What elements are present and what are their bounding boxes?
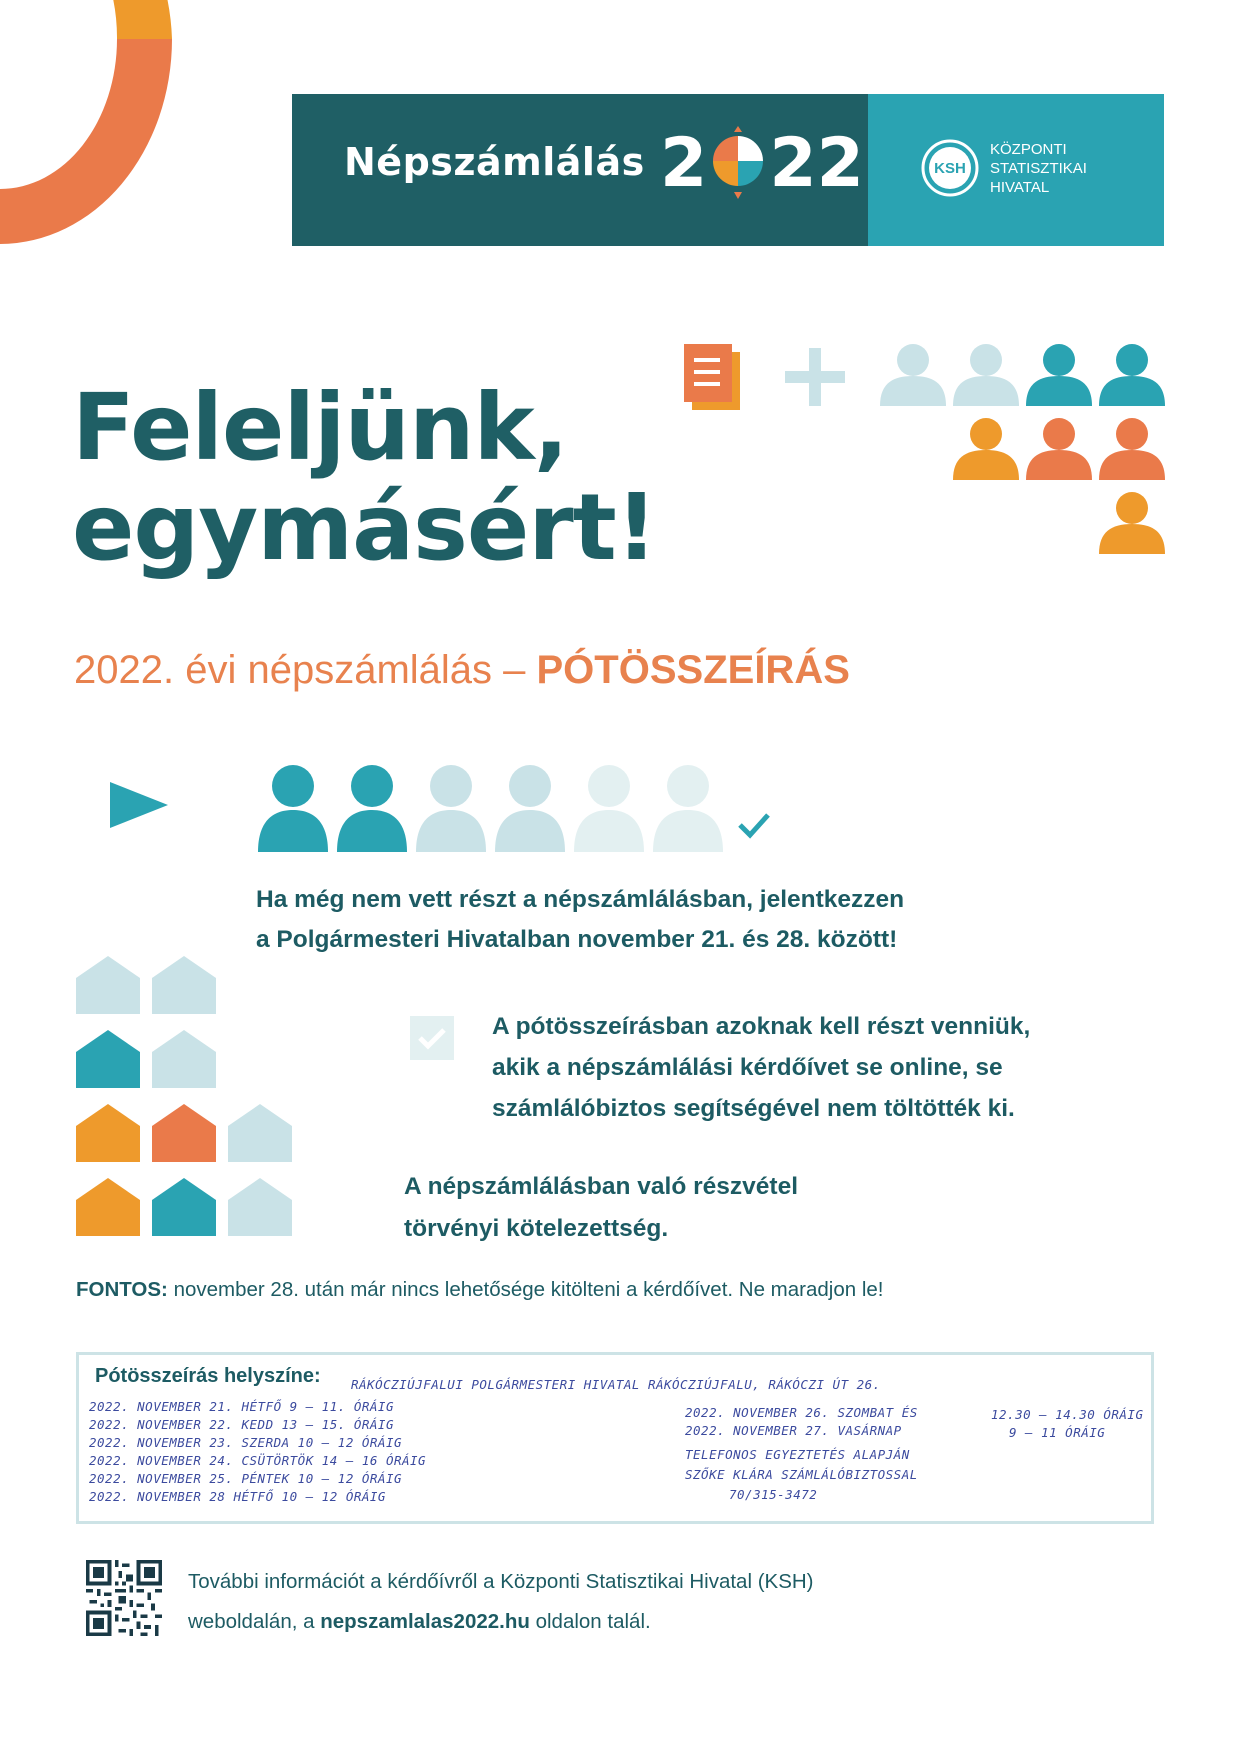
ksh-logo-panel	[868, 94, 1164, 246]
plus-icon	[785, 348, 845, 406]
house-icon	[228, 1104, 292, 1162]
house-icon	[76, 956, 140, 1014]
census-logo-panel	[292, 94, 868, 246]
census-year	[660, 126, 864, 202]
person-icon	[880, 344, 946, 406]
important-notice	[76, 1278, 884, 1302]
corner-arc-decoration	[0, 0, 200, 260]
person-icon	[1026, 344, 1092, 406]
phone-note-line: TELEFONOS EGYEZTETÉS ALAPJÁN	[685, 1447, 910, 1462]
schedule-weekend-line: 2022. NOVEMBER 26. SZOMBAT ÉS	[685, 1405, 918, 1420]
schedule-line: 2022. NOVEMBER 21. HÉTFŐ 9 – 11. ÓRÁIG	[89, 1399, 394, 1414]
phone-note-line: SZŐKE KLÁRA SZÁMLÁLÓBIZTOSSAL	[685, 1467, 918, 1482]
subheadline-normal: 2022. évi népszámlálás –	[74, 648, 537, 692]
checkmark-icon	[740, 815, 768, 835]
location-box	[76, 1352, 1154, 1524]
important-label: FONTOS:	[76, 1278, 168, 1301]
schedule-line: 2022. NOVEMBER 23. SZERDA 10 – 12 ÓRÁIG	[89, 1435, 402, 1450]
quartered-circle-icon	[709, 126, 767, 202]
person-icon	[1099, 344, 1165, 406]
footer-info	[188, 1562, 814, 1642]
house-icon-grid	[76, 956, 306, 1256]
schedule-line: 2022. NOVEMBER 25. PÉNTEK 10 – 12 ÓRÁIG	[89, 1471, 402, 1486]
census-title: Népszámlálás	[344, 140, 645, 184]
person-icon	[1099, 418, 1165, 480]
checkbox-icon	[408, 1014, 456, 1062]
year-first-digit: 2	[660, 124, 708, 203]
ksh-name: KÖZPONTI STATISZTIKAI HIVATAL	[990, 141, 1087, 196]
intro-paragraph: Ha még nem vett részt a népszámlálásban, jelentkezzen a Polgármesteri Hivatalban november 21. és 28. között!	[256, 886, 905, 953]
person-icon	[953, 418, 1019, 480]
house-icon	[152, 1178, 216, 1236]
important-text: november 28. után már nincs lehetősége kitölteni a kérdőívet. Ne maradjon le!	[167, 1278, 884, 1301]
ksh-logo-icon	[920, 138, 980, 198]
person-icon	[1099, 492, 1165, 554]
schedule-line: 2022. NOVEMBER 22. KEDD 13 – 15. ÓRÁIG	[89, 1417, 394, 1432]
location-label: Pótösszeírás helyszíne:	[95, 1365, 321, 1387]
schedule-weekend-time: 12.30 – 14.30 ÓRÁIG	[991, 1407, 1144, 1422]
phone-number: 70/315-3472	[729, 1487, 818, 1502]
house-icon	[152, 956, 216, 1014]
footer-line-1: További információt a kérdőívről a Központi Statisztikai Hivatal (KSH)	[188, 1570, 814, 1593]
footer-line-2-post: oldalon talál.	[529, 1610, 651, 1633]
progress-people-row	[100, 760, 790, 860]
footer-line-2	[188, 1602, 814, 1642]
header-banner	[292, 94, 1164, 246]
schedule-weekend-time: 9 – 11 ÓRÁIG	[1009, 1425, 1106, 1440]
house-icon	[76, 1178, 140, 1236]
subheadline-bold: PÓTÖSSZEÍRÁS	[536, 648, 850, 692]
house-icon	[76, 1030, 140, 1088]
eligibility-paragraph: A pótösszeírásban azoknak kell részt venniük, akik a népszámlálási kérdőívet se online, se számlálóbiztos segítségével nem töltötték ki.	[492, 1013, 1031, 1122]
house-icon	[152, 1104, 216, 1162]
subheadline	[74, 648, 850, 693]
schedule-line: 2022. NOVEMBER 24. CSÜTÖRTÖK 14 – 16 ÓRÁIG	[89, 1453, 427, 1468]
person-icon-grid	[870, 342, 1170, 572]
document-icon	[684, 344, 740, 410]
qr-code-icon	[86, 1560, 162, 1636]
schedule-line: 2022. NOVEMBER 28 HÉTFŐ 10 – 12 ÓRÁIG	[89, 1489, 386, 1504]
person-icon	[1026, 418, 1092, 480]
handwritten-place: RÁKÓCZIÚJFALUI POLGÁRMESTERI HIVATAL RÁKÓCZIÚJFALU, RÁKÓCZI ÚT 26.	[351, 1377, 881, 1392]
house-icon	[228, 1178, 292, 1236]
play-icon	[110, 782, 168, 828]
headline: Feleljünk, egymásért!	[72, 374, 657, 581]
schedule-weekend-line: 2022. NOVEMBER 27. VASÁRNAP	[685, 1423, 902, 1438]
obligation-paragraph: A népszámlálásban való részvétel törvényi kötelezettség.	[404, 1173, 798, 1242]
year-last-digits: 22	[769, 124, 864, 203]
house-icon	[76, 1104, 140, 1162]
ksh-badge-text: KSH	[934, 160, 966, 177]
house-icon	[152, 1030, 216, 1088]
footer-line-2-pre: weboldalán, a	[188, 1610, 321, 1633]
website-link[interactable]: nepszamlalas2022.hu	[320, 1610, 530, 1633]
person-icon	[953, 344, 1019, 406]
